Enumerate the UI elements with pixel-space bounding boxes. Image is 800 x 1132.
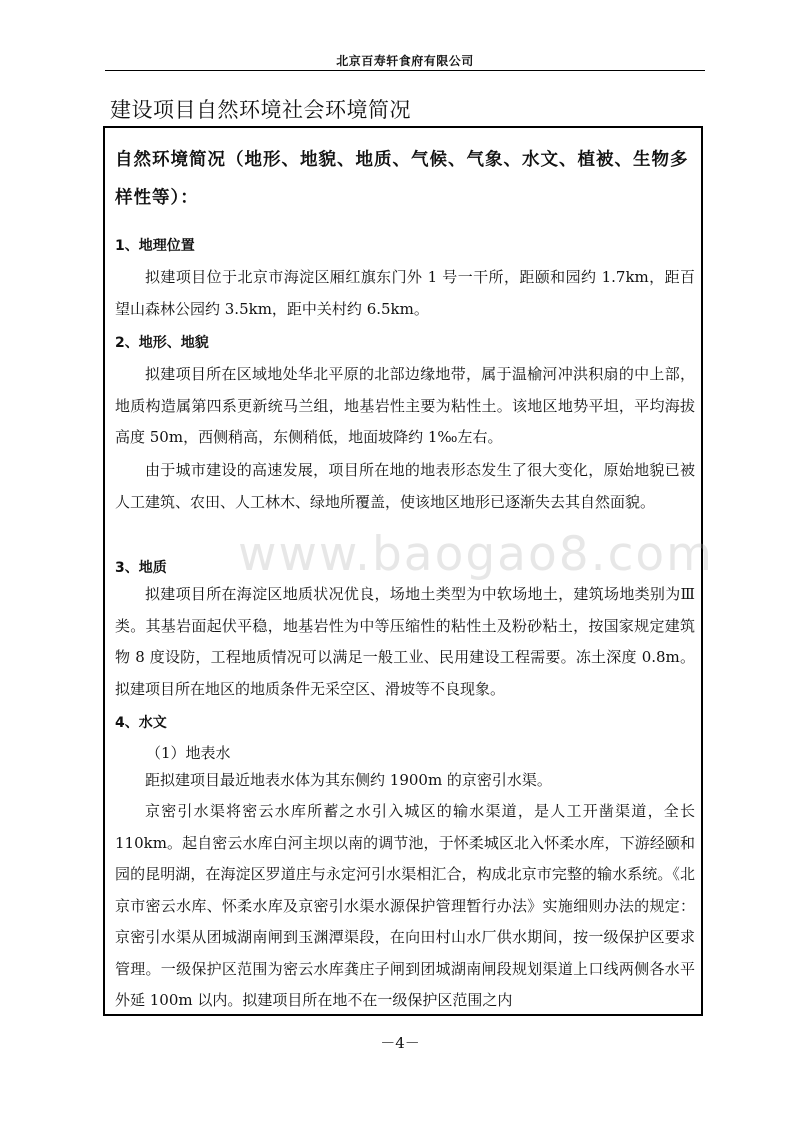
paragraph-terrain-2: 由于城市建设的高速发展，项目所在地的地表形态发生了很大变化，原始地貌已被人工建筑、农田、人工林木、绿地所覆盖，使该地区地形已逐渐失去其自然面貌。	[115, 461, 695, 511]
page-number: －4－	[380, 1034, 420, 1052]
paragraph-hydrology-2: 京密引水渠将密云水库所蓄之水引入城区的输水渠道，是人工开凿渠道，全长110km。起自密云水库白河主坝以南的调节池，于怀柔城区北入怀柔水库，下游经颐和园的昆明湖，在海淀区罗道庄与永定河引水渠相汇合，构成北京市完整的输水系统。《北京市密云水库、怀柔水库及京密引水渠水源保护管理暂行办法》实施细则办法的规定：京密引水渠从团城湖南闸到玉渊潭渠段，在向田村山水厂供水期间，按一级保护区要求管理。一级保护区范围为密云水库龚庄子闸到团城湖南闸段规划渠道上口线两侧各水平外延 100m 以内。拟建项目所在地不在一级保护区范围之内	[115, 802, 695, 1009]
paragraph-terrain-1: 拟建项目所在区域地处华北平原的北部边缘地带，属于温榆河冲洪积扇的中上部，地质构造属第四系更新统马兰组，地基岩性主要为粘性土。该地区地势平坦，平均海拔高度 50m，西侧稍高，东侧稍低，地面坡降约 1‰左右。	[115, 365, 695, 446]
paragraph-location: 拟建项目位于北京市海淀区厢红旗东门外 1 号一干所，距颐和园约 1.7km，距百望山森林公园约 3.5km，距中关村约 6.5km。	[115, 268, 695, 318]
section-heading: 自然环境简况（地形、地貌、地质、气候、气象、水文、植被、生物多样性等）：	[115, 150, 689, 208]
paragraph-hydrology-1: 距拟建项目最近地表水体为其东侧约 1900m 的京密引水渠。	[145, 771, 552, 789]
paragraph-geology: 拟建项目所在海淀区地质状况优良，场地土类型为中软场地土，建筑场地类别为Ⅲ类。其基岩面起伏平稳，地基岩性为中等压缩性的粘性土及粉砂粘土，按国家规定建筑物 8 度设防，工程地质情况可以满足一般工业、民用建设工程需要。冻土深度 0.8m。拟建项目所在地区的地质条件无采空区、滑坡等不良现象。	[115, 585, 695, 698]
subheading-surface-water: （1）地表水	[146, 744, 231, 762]
document-title: 建设项目自然环境社会环境简况	[110, 98, 411, 122]
header-rule	[105, 70, 705, 71]
page-header: 北京百寿轩食府有限公司	[336, 54, 474, 68]
heading-hydrology: 4、水文	[115, 715, 167, 731]
watermark: www.baogao8.com	[238, 527, 714, 582]
heading-terrain: 2、地形、地貌	[115, 335, 209, 351]
heading-location: 1、地理位置	[115, 238, 195, 254]
heading-geology: 3、地质	[115, 560, 167, 576]
